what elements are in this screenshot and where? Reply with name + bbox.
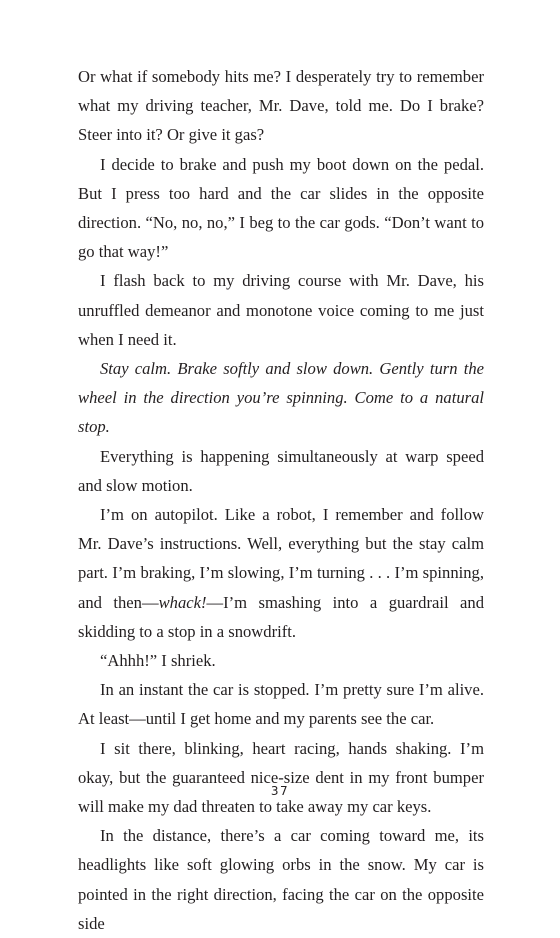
paragraph-5: Everything is happening simultaneously at warp speed and slow motion. xyxy=(78,446,484,495)
paragraph-10: In the distance, there’s a car coming toward me, its headlights like soft glowing orbs in the snow. My car is pointed in the right direction, facing the car on the opposite side xyxy=(78,826,484,933)
paragraph-8: In an instant the car is stopped. I’m pretty sure I’m alive. At least—until I get home and my parents see the car. xyxy=(78,680,484,729)
paragraph-9: I sit there, blinking, heart racing, hands shaking. I’m okay, but the guaranteed nice-size dent in my front bumper will make my dad threaten to take away my car keys. xyxy=(78,738,484,817)
page-body xyxy=(78,62,484,938)
page-number: 37 xyxy=(270,784,290,798)
paragraph-1: Or what if somebody hits me? I desperately try to remember what my driving teacher, Mr. Dave, told me. Do I brake? Steer into it? Or give it gas? xyxy=(78,67,484,145)
italic-instructions: Stay calm. Brake softly and slow down. Gently turn the wheel in the direction you’re spinning. Come to a natural stop. xyxy=(78,359,484,437)
paragraph-7: “Ahhh!” I shriek. xyxy=(100,651,216,671)
paragraph-6 xyxy=(78,500,484,646)
paragraph-6-emphasis: whack! xyxy=(158,592,207,612)
paragraph-6-post: —I’m smashing into a guardrail and skidding to a stop in a snowdrift. xyxy=(78,592,484,641)
paragraph-2: I decide to brake and push my boot down on the pedal. But I press too hard and the car slides in the opposite direction. “No, no, no,” I beg to the car gods. “Don’t want to go that way!” xyxy=(78,154,484,262)
paragraph-4-italic xyxy=(78,354,484,442)
paragraph-6-pre: I’m on autopilot. Like a robot, I remember and follow Mr. Dave’s instructions. Well, everything but the stay calm part. I’m braking, I’m slowing, I’m turning . . . I’m spinning, and then— xyxy=(78,505,484,612)
paragraph-3: I flash back to my driving course with Mr. Dave, his unruffled demeanor and monotone voice coming to me just when I need it. xyxy=(78,271,484,349)
